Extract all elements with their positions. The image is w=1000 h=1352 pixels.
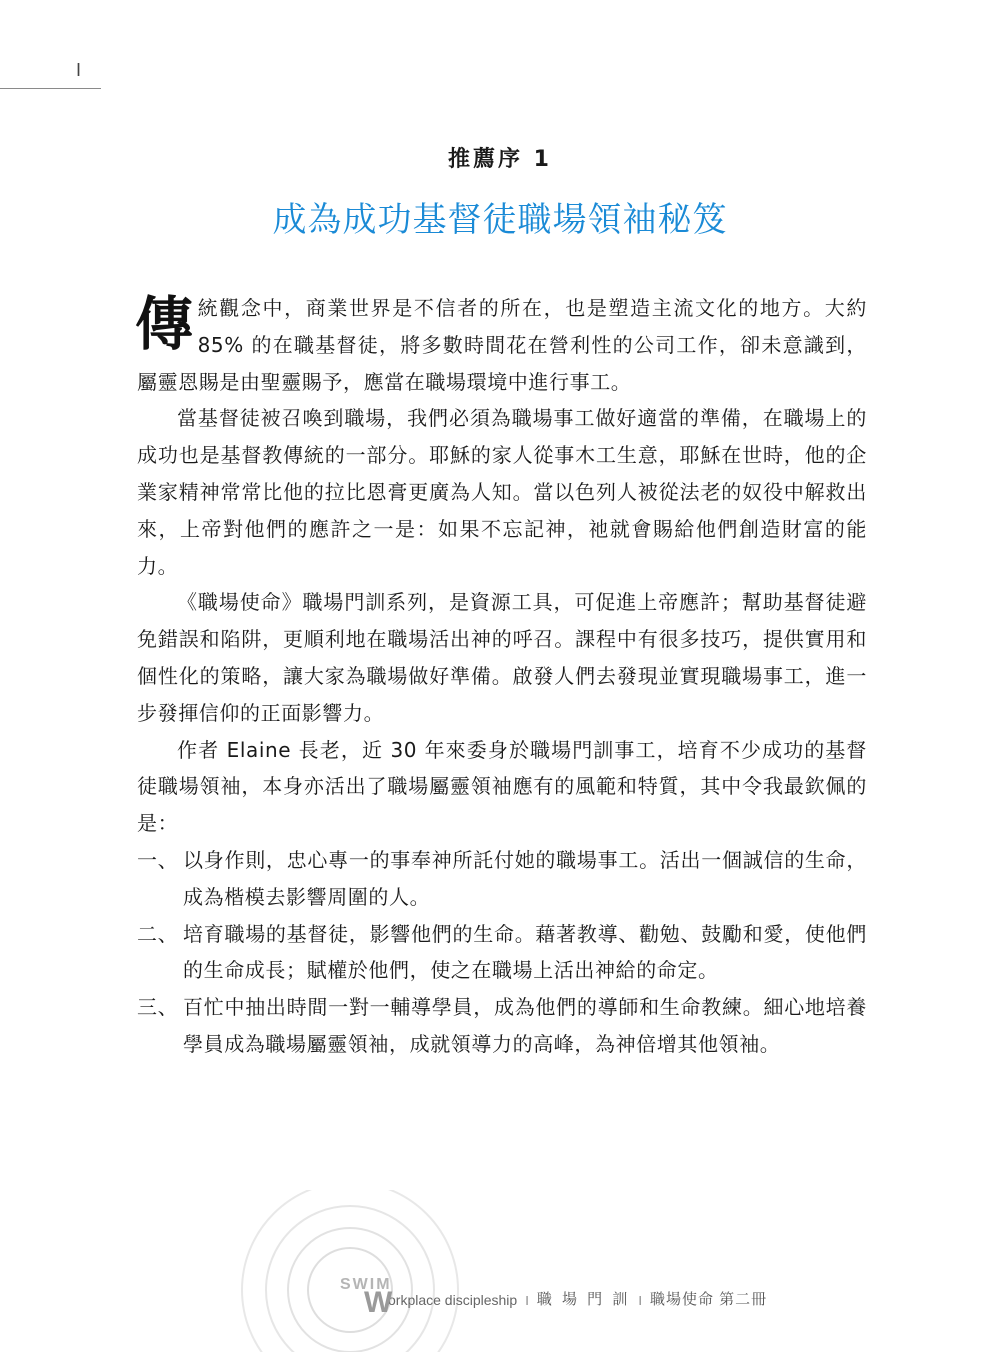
paragraph-1-text: 統觀念中，商業世界是不信者的所在，也是塑造主流文化的地方。大約 85% 的在職基督徒，將多數時間花在營利性的公司工作，卻未意識到，屬靈恩賜是由聖靈賜予，應當在職場環境中進行事工。 <box>137 296 867 394</box>
footer-tagline: orkplace discipleship <box>388 1292 518 1308</box>
paragraph-1 <box>137 290 867 400</box>
corner-rule <box>0 88 101 89</box>
foreword-label: 推薦序 1 <box>448 147 552 172</box>
footer-separator: I <box>638 1293 642 1308</box>
footer-series: 職 場 門 訓 <box>536 1291 631 1308</box>
page-title: 成為成功基督徒職場領袖秘笈 <box>272 200 728 240</box>
drop-cap: 傳 <box>135 290 194 358</box>
footer-book-title: 職場使命 第二冊 <box>649 1291 768 1308</box>
page-number: I <box>76 60 82 80</box>
paragraph-3: 《職場使命》職場門訓系列，是資源工具，可促進上帝應許；幫助基督徒避免錯誤和陷阱，更順利地在職場活出神的呼召。課程中有很多技巧，提供實用和個性化的策略，讓大家為職場做好準備。啟發人們去發現並實現職場事工，進一步發揮信仰的正面影響力。 <box>137 590 867 725</box>
list-marker: 一、 <box>137 847 179 872</box>
list-marker: 三、 <box>137 995 179 1020</box>
list-item <box>137 989 867 1063</box>
list-item-text: 百忙中抽出時間一對一輔導學員，成為他們的導師和生命教練。細心地培養學員成為職場屬靈領袖，成就領導力的高峰，為神倍增其他領袖。 <box>183 995 867 1056</box>
list-item <box>137 842 867 916</box>
list-marker: 二、 <box>137 921 179 946</box>
list-item <box>137 916 867 990</box>
list-item-text: 以身作則，忠心專一的事奉神所託付她的職場事工。活出一個誠信的生命，成為楷模去影響周圍的人。 <box>183 847 867 909</box>
decorative-rings <box>240 1190 460 1352</box>
paragraph-4: 作者 Elaine 長老，近 30 年來委身於職場門訓事工，培育不少成功的基督徒職場領袖，本身亦活出了職場屬靈領袖應有的風範和特質，其中令我最欽佩的是： <box>137 737 867 836</box>
logo-w: W <box>364 1286 393 1319</box>
swim-logo <box>340 1276 436 1319</box>
footer <box>340 1276 768 1319</box>
paragraph-2: 當基督徒被召喚到職場，我們必須為職場事工做好適當的準備，在職場上的成功也是基督教傳統的一部分。耶穌的家人從事木工生意，耶穌在世時，他的企業家精神常常比他的拉比恩膏更廣為人知。當以色列人被從法老的奴役中解救出來，上帝對他們的應許之一是：如果不忘記神，祂就會賜給他們創造財富的能力。 <box>137 406 867 578</box>
body-text <box>137 290 867 1063</box>
footer-separator: I <box>525 1293 529 1308</box>
list-item-text: 培育職場的基督徒，影響他們的生命。藉著教導、勸勉、鼓勵和愛，使他們的生命成長；賦權於他們，使之在職場上活出神給的命定。 <box>183 921 867 983</box>
logo-wordmark: SWIM <box>340 1276 392 1293</box>
